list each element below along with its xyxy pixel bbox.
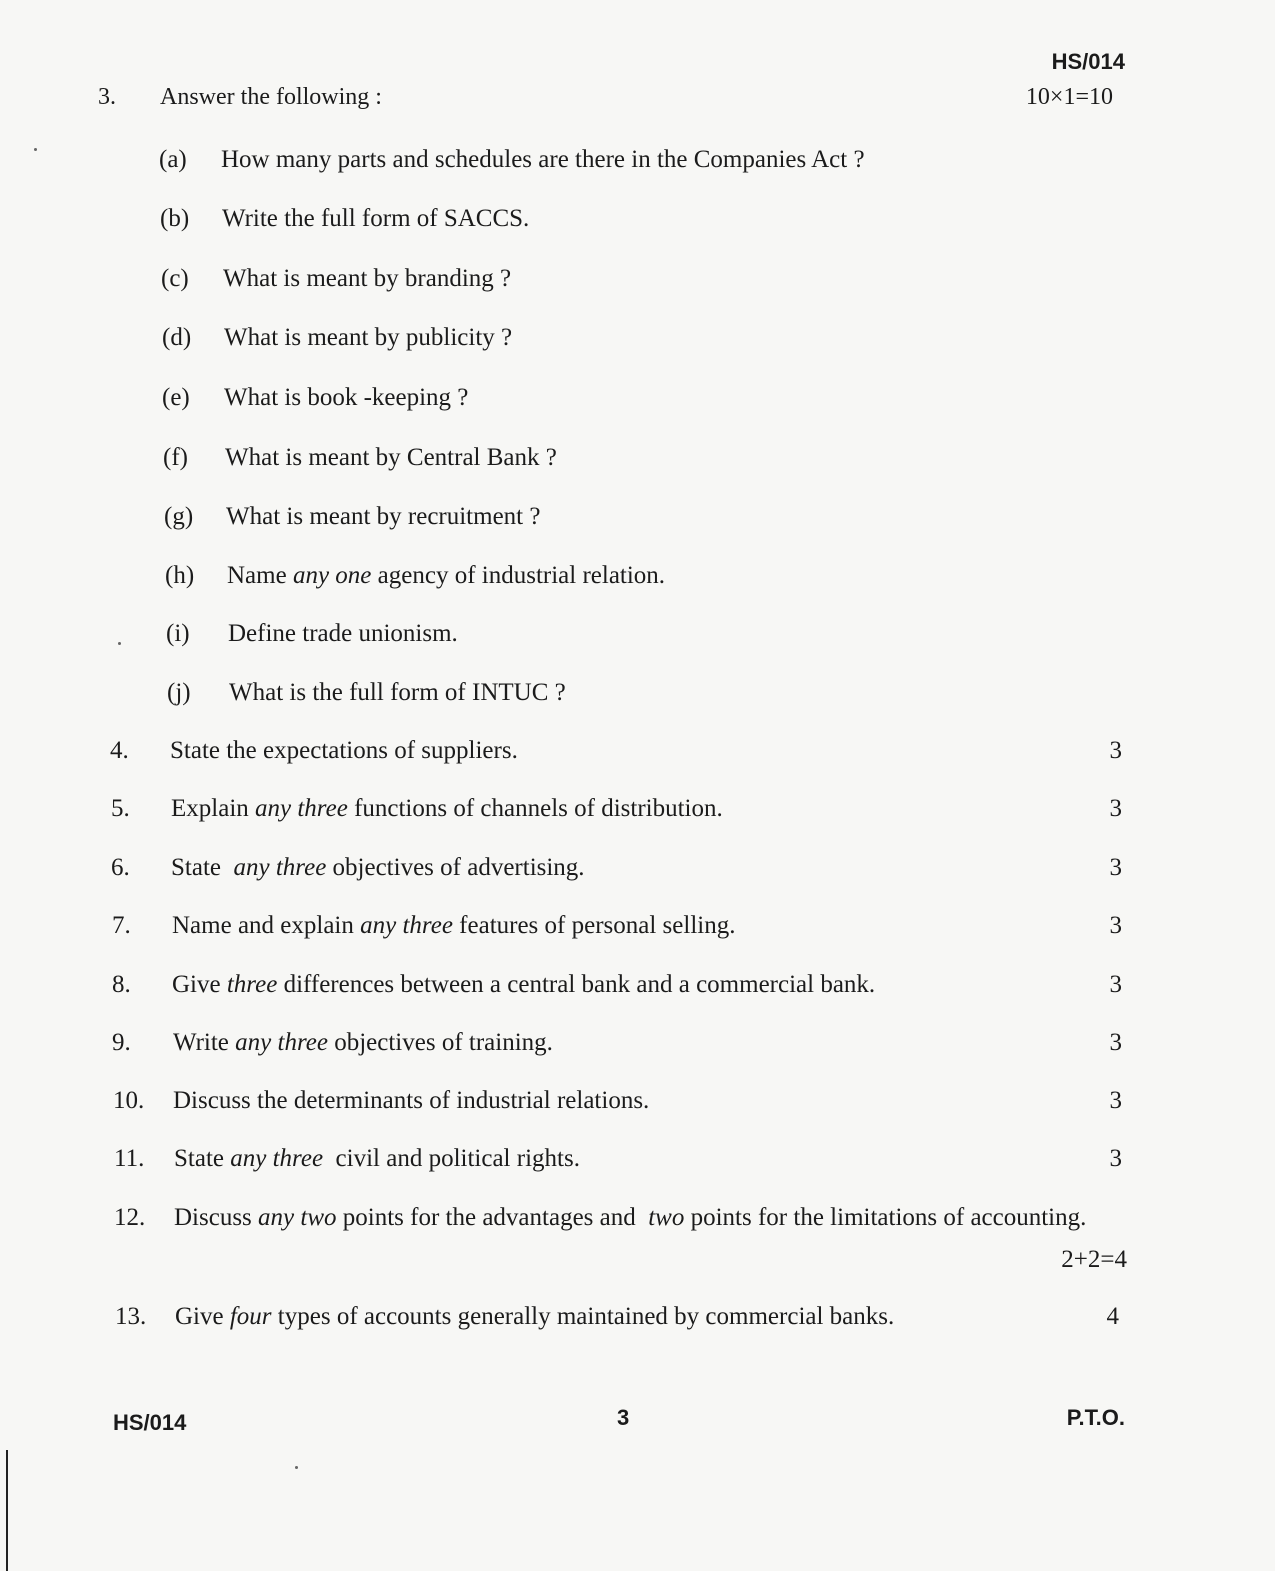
question-number: 13. [115,1303,147,1330]
emphasis-text: any three [255,795,348,822]
subquestion-label: (j) [167,679,191,706]
subquestion-item [162,324,1062,358]
question-3-marks: 10×1=10 [1025,84,1113,110]
text-segment: Name and explain [172,912,361,939]
question-number: 10. [113,1087,145,1114]
subquestion-text [225,444,557,472]
subquestion-text [224,384,468,412]
question-item [0,1204,1275,1284]
text-segment: functions of channels of distribution. [347,795,723,822]
question-number: 4. [110,737,129,764]
question-item [0,795,1275,829]
text-segment: points for the advantages and [336,1204,649,1231]
question-text [172,971,875,999]
question-marks: 2+2=4 [1061,1246,1127,1273]
emphasis-text: any one [292,562,372,589]
scan-speck [295,1466,298,1469]
subquestion-text [222,205,529,233]
question-text [173,1087,649,1115]
text-segment: points for the limitations of accounting. [684,1204,1087,1231]
question-item [0,1087,1275,1121]
question-text [170,737,518,765]
question-3-number: 3. [98,84,116,110]
question-marks: 3 [1109,1087,1122,1114]
question-marks: 3 [1109,795,1122,822]
question-number: 7. [112,912,131,939]
subquestion-item [163,444,1063,478]
subquestion-label: (f) [163,444,188,471]
subquestion-text [223,265,511,293]
subquestion-item [159,146,1059,180]
subquestion-text [221,146,865,174]
question-number: 9. [112,1029,131,1056]
text-segment: objectives of training. [327,1029,553,1056]
subquestion-item [162,384,1062,418]
text-segment: State the expectations of suppliers. [170,737,518,764]
text-segment: What is meant by Central Bank ? [225,444,557,471]
text-segment: Discuss the determinants of industrial relations. [173,1087,650,1114]
subquestion-label: (h) [165,562,195,589]
question-marks: 3 [1109,737,1122,764]
question-3-text: Answer the following : [160,84,382,110]
emphasis-text: any three [230,1145,324,1172]
text-segment: civil and political rights. [323,1145,580,1172]
subquestion-label: (a) [159,146,187,173]
scan-speck [34,148,37,151]
text-segment: State [174,1145,231,1172]
subquestion-label: (d) [162,324,192,351]
subquestion-item [161,265,1061,299]
text-segment: agency of industrial relation. [371,562,666,589]
question-marks: 3 [1109,912,1122,939]
emphasis-text: four [229,1303,272,1330]
subquestion-item [166,620,1066,654]
question-number: 8. [112,971,131,998]
question-marks: 3 [1109,1145,1122,1172]
text-segment: What is the full form of INTUC ? [229,679,566,706]
question-item [0,1303,1275,1337]
text-segment: Explain [171,795,256,822]
emphasis-text: any three [233,854,327,881]
question-number: 11. [114,1145,145,1172]
text-segment: Discuss [174,1204,259,1231]
text-segment: types of accounts generally maintained by commercial banks. [271,1303,895,1330]
text-segment: What is meant by recruitment ? [226,503,541,530]
question-text [174,1145,580,1173]
page-header-code: HS/014 [1051,49,1125,74]
subquestion-item [160,205,1060,239]
subquestion-text [224,324,512,352]
question-text [174,1204,1086,1232]
footer-code: HS/014 [113,1410,187,1435]
subquestion-item [164,503,1064,537]
text-segment: Give [175,1303,230,1330]
emphasis-text: two [648,1204,685,1231]
question-marks: 3 [1109,971,1122,998]
text-segment: What is meant by branding ? [223,265,512,292]
question-item [0,737,1275,771]
text-segment: differences between a central bank and a commercial bank. [277,971,876,998]
scan-margin-line [6,1450,8,1571]
emphasis-text: three [226,971,278,998]
question-marks: 4 [1106,1303,1119,1330]
question-text [175,1303,894,1331]
text-segment: features of personal selling. [452,912,736,939]
question-item [0,1029,1275,1063]
subquestion-item [167,679,1067,713]
subquestion-label: (b) [160,205,190,232]
text-segment: Write [173,1029,236,1056]
question-number: 6. [111,854,130,881]
question-number: 12. [114,1204,146,1231]
text-segment: objectives of advertising. [326,854,585,881]
question-marks: 3 [1109,854,1122,881]
scan-speck [118,642,121,645]
text-segment: Define trade unionism. [228,620,458,647]
subquestion-item [165,562,1065,596]
subquestion-label: (e) [162,384,190,411]
emphasis-text: any three [235,1029,328,1056]
question-text [171,854,585,882]
subquestion-label: (g) [164,503,194,530]
question-text [171,795,723,823]
question-item [0,854,1275,888]
footer-page-number: 3 [617,1405,630,1430]
text-segment: Write the full form of SACCS. [222,205,530,232]
subquestion-label: (i) [166,620,190,647]
subquestion-text [226,503,540,531]
question-text [173,1029,553,1057]
text-segment: Give [172,971,227,998]
text-segment: Name [227,562,293,589]
text-segment: What is meant by publicity ? [224,324,513,351]
text-segment: What is book -keeping ? [224,384,469,411]
question-marks: 3 [1109,1029,1122,1056]
emphasis-text: any three [360,912,453,939]
text-segment: How many parts and schedules are there in the Companies Act ? [221,146,865,173]
text-segment: State [171,854,234,881]
question-item [0,1145,1275,1179]
subquestion-text [229,679,566,707]
question-text [172,912,735,940]
question-item [0,971,1275,1005]
question-item [0,912,1275,946]
footer-pto: P.T.O. [1066,1405,1125,1430]
subquestion-label: (c) [161,265,189,292]
subquestion-text [227,562,665,590]
subquestion-text [228,620,458,648]
question-number: 5. [111,795,130,822]
emphasis-text: any two [258,1204,337,1231]
